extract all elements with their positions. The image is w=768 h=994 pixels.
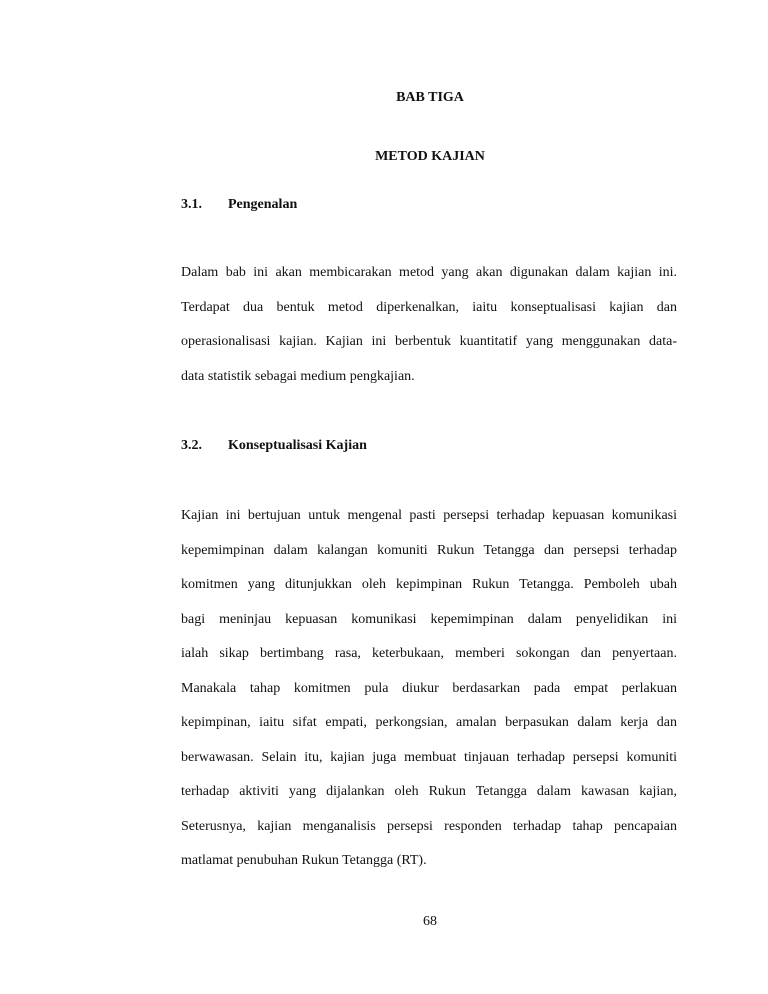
paragraph-line: Manakala tahap komitmen pula diukur berdasarkan pada empat perlakuan: [181, 680, 677, 696]
paragraph-line: terhadap aktiviti yang dijalankan oleh Rukun Tetangga dalam kawasan kajian,: [181, 784, 677, 799]
paragraph-line: kepimpinan, iaitu sifat empati, perkongsian, amalan berpasukan dalam kerja dan: [181, 715, 677, 730]
paragraph-line: Kajian ini bertujuan untuk mengenal pasti persepsi terhadap kepuasan komunikasi: [181, 508, 677, 523]
paragraph-line: kepemimpinan dalam kalangan komuniti Rukun Tetangga dan persepsi terhadap: [181, 542, 677, 558]
paragraph-line: Dalam bab ini akan membicarakan metod yang akan digunakan dalam kajian ini.: [181, 265, 677, 280]
section-title: Konseptualisasi Kajian: [228, 438, 367, 453]
section-number: 3.2.: [181, 438, 202, 453]
paragraph-conceptualization: [181, 499, 677, 879]
paragraph-line: ialah sikap bertimbang rasa, keterbukaan, memberi sokongan dan penyertaan.: [181, 646, 677, 661]
paragraph-intro: [181, 256, 677, 394]
section-number: 3.1.: [181, 197, 202, 212]
section-title: Pengenalan: [228, 197, 298, 212]
page-number: 68: [423, 914, 437, 929]
chapter-title: METOD KAJIAN: [375, 149, 485, 164]
paragraph-line: data statistik sebagai medium pengkajian.: [181, 368, 415, 384]
paragraph-line: berwawasan. Selain itu, kajian juga membuat tinjauan terhadap persepsi komuniti: [181, 749, 677, 765]
paragraph-line: komitmen yang ditunjukkan oleh kepimpinan Rukun Tetangga. Pemboleh ubah: [181, 577, 677, 592]
paragraph-line: Seterusnya, kajian menganalisis persepsi responden terhadap tahap pencapaian: [181, 818, 677, 834]
chapter-label: BAB TIGA: [396, 90, 464, 105]
paragraph-line: bagi meninjau kepuasan komunikasi kepemimpinan dalam penyelidikan ini: [181, 611, 677, 627]
section-heading-3-2: [181, 438, 367, 454]
paragraph-line: Terdapat dua bentuk metod diperkenalkan, iaitu konseptualisasi kajian dan: [181, 299, 677, 315]
paragraph-line: matlamat penubuhan Rukun Tetangga (RT).: [181, 853, 427, 868]
paragraph-line: operasionalisasi kajian. Kajian ini berbentuk kuantitatif yang menggunakan data-: [181, 334, 677, 349]
section-heading-3-1: [181, 197, 297, 213]
